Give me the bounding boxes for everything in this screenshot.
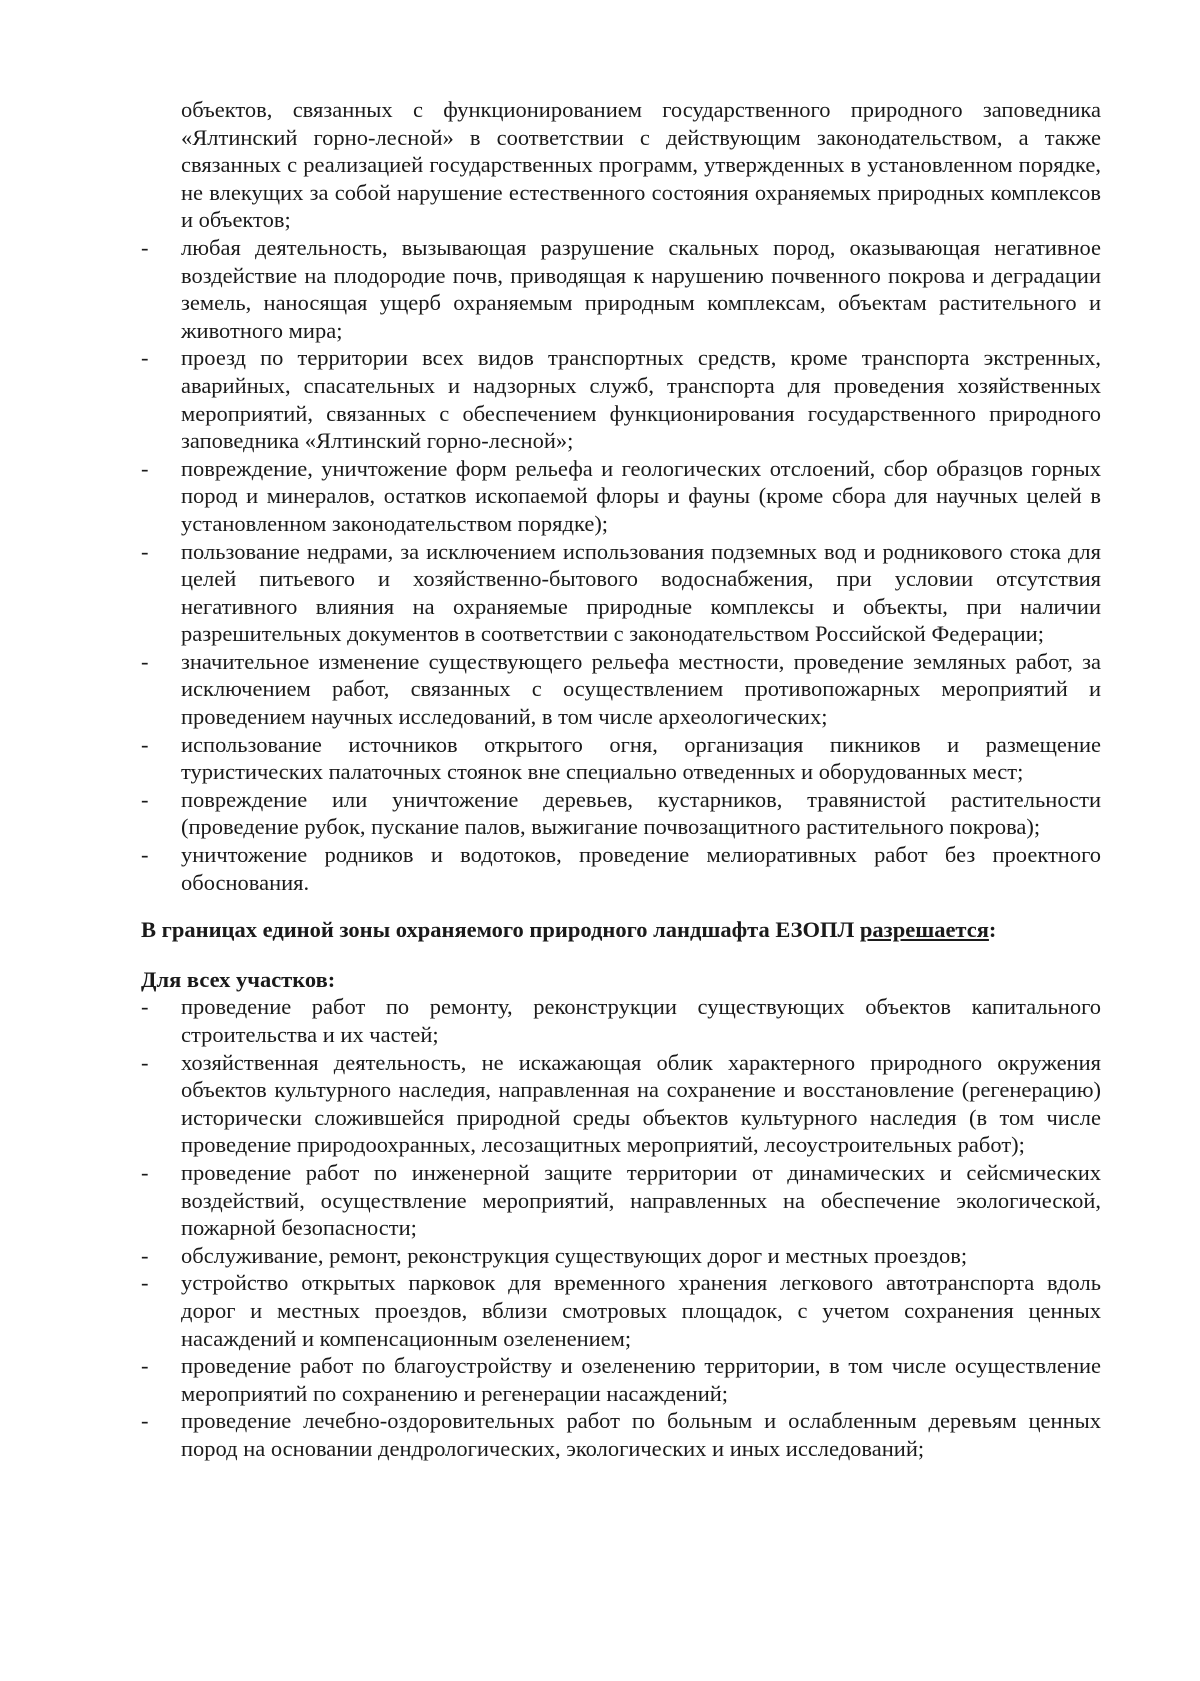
bullet-dash: - <box>141 455 149 481</box>
bullet-dash: - <box>141 994 149 1020</box>
bullet-dash: - <box>141 1159 149 1185</box>
document-body <box>141 96 1101 1463</box>
list-item-text: повреждение или уничтожение деревьев, кустарников, травянистой растительности (проведение рубок, пускание палов, выжигание почвозащитного растительного покрова); <box>181 786 1101 840</box>
bullet-dash: - <box>141 1270 149 1296</box>
list-item <box>141 648 1101 731</box>
list-item-text: повреждение, уничтожение форм рельефа и геологических отслоений, сбор образцов горных пород и минералов, остатков ископаемой флоры и фауны (кроме сбора для научных целей в установленном законодательством порядке); <box>181 455 1101 536</box>
list-item <box>141 786 1101 841</box>
list-item-text: проведение лечебно-оздоровительных работ по больным и ослабленным деревьям ценных пород на основании дендрологических, экологических и иных исследований; <box>181 1408 1101 1461</box>
section-heading-text: В границах единой зоны охраняемого природного ландшафта ЕЗОПЛ <box>141 917 860 943</box>
list-item <box>141 1049 1101 1159</box>
list-item-text: значительное изменение существующего рельефа местности, проведение земляных работ, за исключением работ, связанных с осуществлением противопожарных мероприятий и проведением научных исследований, в том числе археологических; <box>181 648 1101 730</box>
bullet-dash: - <box>141 234 149 260</box>
list-item <box>141 1242 1101 1270</box>
bullet-dash: - <box>141 1049 149 1075</box>
bullet-dash: - <box>141 538 149 564</box>
list-item-text: уничтожение родников и водотоков, проведение мелиоративных работ без проектного обоснования. <box>181 842 1101 895</box>
list-item-text: обслуживание, ремонт, реконструкция существующих дорог и местных проездов; <box>181 1242 968 1268</box>
list-item <box>141 1159 1101 1242</box>
bullet-dash: - <box>141 731 149 757</box>
list-item <box>141 344 1101 454</box>
prohibited-list <box>141 234 1101 896</box>
list-item-text: проведение работ по инженерной защите территории от динамических и сейсмических воздействий, осуществление мероприятий, направленных на обеспечение экологической, пожарной безопасности; <box>181 1159 1101 1241</box>
list-item-text: проезд по территории всех видов транспортных средств, кроме транспорта экстренных, аварийных, спасательных и надзорных служб, транспорта для проведения хозяйственных мероприятий, связанных с обеспечением функционирования государственного природного заповедника «Ялтинский горно-лесной»; <box>181 345 1101 454</box>
bullet-dash: - <box>141 842 149 868</box>
list-item <box>141 1407 1101 1462</box>
list-item-text: использование источников открытого огня, организация пикников и размещение туристических палаточных стоянок вне специально отведенных и оборудованных мест; <box>181 731 1101 785</box>
list-item <box>141 538 1101 648</box>
list-item-text: любая деятельность, вызывающая разрушение скальных пород, оказывающая негативное воздействие на плодородие почв, приводящая к нарушению почвенного покрова и деградации земель, наносящая ущерб охраняемым природным комплексам, объектам растительного и животного мира; <box>181 234 1101 343</box>
intro-paragraph: объектов, связанных с функционированием государственного природного заповедника «Ялтинский горно-лесной» в соответствии с действующим законодательством, а также связанных с реализацией государственных программ, утвержденных в установленном порядке, не влекущих за собой нарушение естественного состояния охраняемых природных комплексов и объектов; <box>181 97 1101 233</box>
list-item <box>141 993 1101 1048</box>
list-item <box>141 1269 1101 1352</box>
section-heading <box>141 916 1101 944</box>
list-item <box>141 234 1101 344</box>
bullet-dash: - <box>141 1242 149 1268</box>
subsection-heading: Для всех участков: <box>141 966 336 992</box>
bullet-dash: - <box>141 1408 149 1434</box>
section-heading-underlined: разрешается <box>859 917 989 943</box>
list-item-text: устройство открытых парковок для временного хранения легкового автотранспорта вдоль дорог и местных проездов, вблизи смотровых площадок, с учетом сохранения ценных насаждений и компенсационным озеленением; <box>181 1270 1101 1351</box>
bullet-dash: - <box>141 1353 149 1379</box>
list-item <box>141 731 1101 786</box>
bullet-dash: - <box>141 786 149 812</box>
allowed-list <box>141 993 1101 1462</box>
list-item <box>141 1352 1101 1407</box>
list-item-text: пользование недрами, за исключением использования подземных вод и родникового стока для целей питьевого и хозяйственно-бытового водоснабжения, при условии отсутствия негативного влияния на охраняемые природные комплексы и объекты, при наличии разрешительных документов в соответствии с законодательством Российской Федерации; <box>181 538 1101 647</box>
list-item-text: хозяйственная деятельность, не искажающая облик характерного природного окружения объектов культурного наследия, направленная на сохранение и восстановление (регенерацию) исторически сложившейся природной среды объектов культурного наследия (в том числе проведение природоохранных, лесозащитных мероприятий, лесоустроительных работ); <box>181 1049 1101 1158</box>
bullet-dash: - <box>141 345 149 371</box>
list-item-text: проведение работ по благоустройству и озеленению территории, в том числе осуществление мероприятий по сохранению и регенерации насаждений; <box>181 1353 1101 1406</box>
list-item <box>141 841 1101 896</box>
section-heading-colon: : <box>988 917 997 943</box>
list-item <box>141 455 1101 538</box>
bullet-dash: - <box>141 648 149 674</box>
list-item-text: проведение работ по ремонту, реконструкции существующих объектов капитального строительства и их частей; <box>181 994 1101 1047</box>
